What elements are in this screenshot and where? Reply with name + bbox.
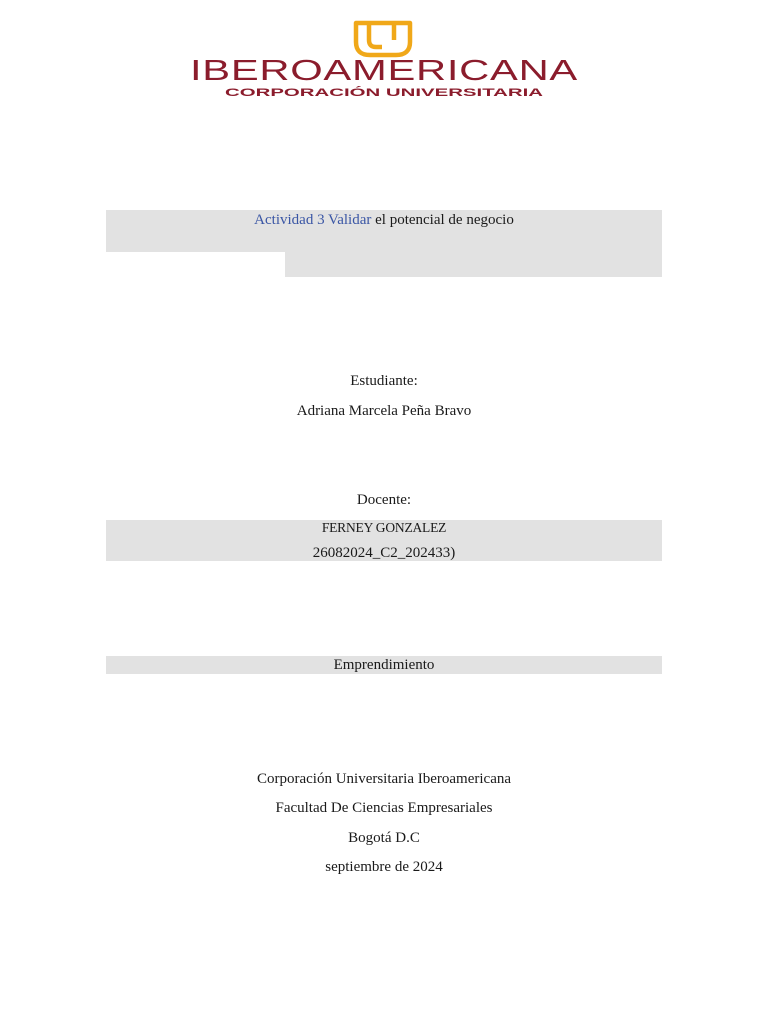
document-title <box>0 211 768 229</box>
student-name: Adriana Marcela Peña Bravo <box>296 403 472 419</box>
logo-graphic <box>184 18 584 100</box>
university-logo <box>0 18 768 100</box>
title-highlight-bottom <box>285 252 662 277</box>
institution-name: Corporación Universitaria Iberoamericana <box>256 771 512 787</box>
logo-emblem-icon <box>356 23 410 55</box>
course-code: 26082024_C2_202433) <box>312 545 456 561</box>
title-highlight-text: Actividad 3 Validar <box>254 212 372 228</box>
city-name: Bogotá D.C <box>348 830 420 846</box>
logo-wordmark: IBEROAMERICANA <box>190 55 579 87</box>
student-label: Estudiante: <box>350 373 418 389</box>
logo-subtitle: CORPORACIÓN UNIVERSITARIA <box>225 87 397 99</box>
faculty-name: Facultad De Ciencias Empresariales <box>275 800 493 816</box>
course-name: Emprendimiento <box>333 657 435 673</box>
document-date: septiembre de 2024 <box>325 859 443 875</box>
title-rest-text: el potencial de negocio <box>371 212 514 228</box>
teacher-label: Docente: <box>356 492 412 508</box>
teacher-name: FERNEY GONZALEZ <box>321 520 447 535</box>
